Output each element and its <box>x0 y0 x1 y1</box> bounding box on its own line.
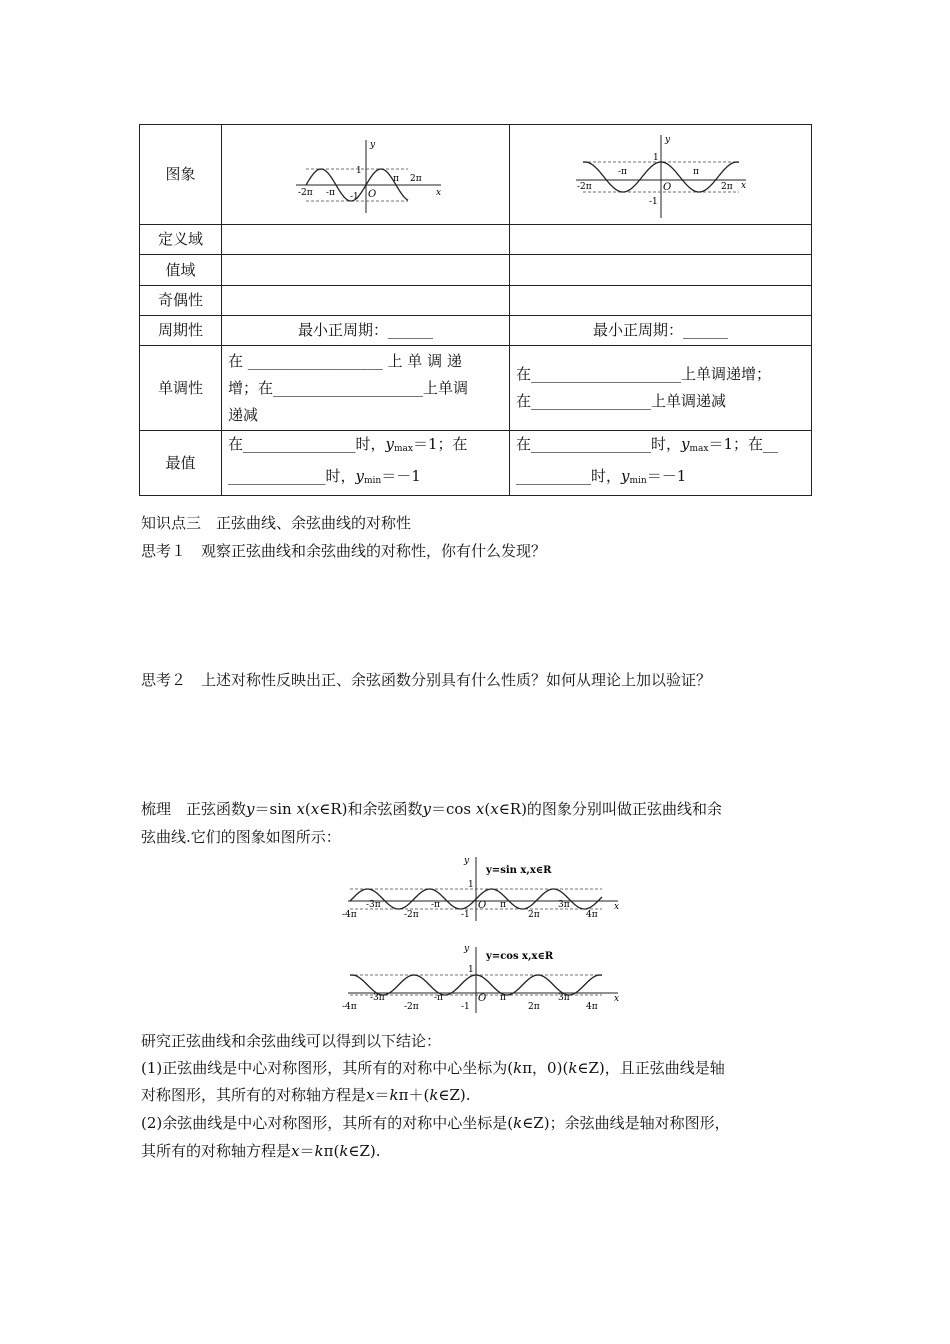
tick-3pi: 3π <box>558 900 570 910</box>
cos-mono-line-2: 在________________上单调递减 <box>516 392 727 410</box>
cos-min-line: __________时，$y_{min}=-1$ <box>516 467 687 486</box>
label-period: 周期性 <box>140 316 222 346</box>
conclusion-intro: 研究正弦曲线和余弦曲线可以得到以下结论： <box>141 1032 442 1050</box>
row-domain <box>140 225 812 255</box>
one-label: 1 <box>355 165 362 176</box>
row-monotonic <box>140 346 812 431</box>
tick-pi: π <box>692 166 699 177</box>
neg-one-label: -1 <box>461 1002 470 1012</box>
tick-neg-3pi: -3π <box>370 993 385 1003</box>
sin-mono-line-2: 增；在____________________上单调 <box>228 378 469 397</box>
x-label: x <box>435 187 441 198</box>
sin-cos-figures <box>336 851 626 1020</box>
label-parity: 奇偶性 <box>140 286 222 316</box>
one-label: 1 <box>468 965 474 975</box>
tick-neg-pi: -π <box>434 993 443 1003</box>
row-extremum <box>140 431 812 496</box>
figure-curves <box>336 851 626 1016</box>
one-label: 1 <box>468 880 474 890</box>
label-range: 值域 <box>140 255 222 286</box>
sin-min-line: _____________时，$y_{min}=-1$ <box>228 467 421 486</box>
x-label: x <box>740 180 746 191</box>
properties-table <box>139 124 812 496</box>
cos-range-blank <box>510 255 812 286</box>
cos-monotonic <box>510 346 812 431</box>
tick-4pi: 4π <box>586 910 598 920</box>
tick-4pi: 4π <box>586 1002 598 1012</box>
sin-graph <box>286 135 446 215</box>
neg-one-label: -1 <box>648 196 658 207</box>
tick-2pi: 2π <box>409 173 422 184</box>
label-extremum: 最值 <box>140 431 222 496</box>
label-monotonic: 单调性 <box>140 346 222 431</box>
x-label: x <box>614 902 620 912</box>
cos-domain-blank <box>510 225 812 255</box>
tick-neg-2pi: -2π <box>576 181 592 192</box>
y-label: y <box>464 944 470 954</box>
cos-max-line: 在________________时，$y_{max}=1$；在__ <box>516 435 779 454</box>
question-2: 思考２ 上述对称性反映出正、余弦函数分别具有什么性质？如何从理论上加以验证？ <box>141 671 712 689</box>
conclusion-2-line-1: (2)余弦曲线是中心对称图形，其所有的对称中心坐标是(k∈Z)；余弦曲线是轴对称图形， <box>141 1114 730 1132</box>
figure-sin <box>342 856 619 921</box>
tick-neg-3pi: -3π <box>366 900 381 910</box>
cos-extremum <box>510 431 812 496</box>
tick-pi: π <box>500 900 506 910</box>
sin-graph-cell <box>222 125 510 225</box>
tick-neg-pi: -π <box>325 187 335 198</box>
section-heading: 知识点三 正弦曲线、余弦曲线的对称性 <box>141 514 412 532</box>
cos-curve-label: y=cos x,x∈R <box>486 951 554 962</box>
one-label: 1 <box>652 152 659 163</box>
cos-mono-line-1: 在____________________上单调递增； <box>516 365 772 383</box>
tick-neg-2pi: -2π <box>297 187 313 198</box>
sin-mono-line-1: 在 __________________ 上 单 调 递 <box>228 351 462 370</box>
conclusion-2-line-2: 其所有的对称轴方程是x＝kπ(k∈Z). <box>141 1142 381 1160</box>
tick-neg-4pi: -4π <box>342 1002 357 1012</box>
label-domain: 定义域 <box>140 225 222 255</box>
question-1: 思考１ 观察正弦曲线和余弦曲线的对称性，你有什么发现？ <box>141 542 547 560</box>
origin-label: O <box>662 181 671 193</box>
row-range <box>140 255 812 286</box>
tick-2pi: 2π <box>720 181 733 192</box>
origin-label: O <box>478 993 487 1004</box>
x-label: x <box>614 994 620 1004</box>
tick-3pi: 3π <box>558 993 570 1003</box>
sin-curve-label: y=sin x,x∈R <box>486 865 552 876</box>
tick-neg-pi: -π <box>431 900 440 910</box>
cos-parity-blank <box>510 286 812 316</box>
sin-period: 最小正周期：______ <box>222 316 510 346</box>
sin-max-line: 在_______________时，$y_{max}=1$；在 <box>228 435 468 454</box>
row-graph <box>140 125 812 225</box>
cos-graph <box>571 130 751 220</box>
cos-period: 最小正周期：______ <box>510 316 812 346</box>
sin-range-blank <box>222 255 510 286</box>
tick-pi: π <box>500 993 506 1003</box>
origin-label: O <box>478 900 487 911</box>
tick-2pi: 2π <box>528 910 540 920</box>
label-graph: 图象 <box>140 125 222 225</box>
sin-mono-line-3: 递减 <box>228 405 259 424</box>
tick-pi: π <box>392 173 399 184</box>
row-period <box>140 316 812 346</box>
tick-neg-pi: -π <box>617 166 627 177</box>
tick-neg-2pi: -2π <box>404 910 419 920</box>
tick-neg-2pi: -2π <box>404 1002 419 1012</box>
conclusion-1-line-1: (1)正弦曲线是中心对称图形，其所有的对称中心坐标为(kπ，0)(k∈Z)，且正弦曲线是轴 <box>141 1059 725 1077</box>
sin-extremum <box>222 431 510 496</box>
y-label: y <box>464 856 470 866</box>
y-label: y <box>664 134 670 145</box>
summary-line-1: 梳理 正弦函数y＝sin x(x∈R)和余弦函数y＝cos x(x∈R)的图象分别叫做正弦曲线和余 <box>141 800 722 818</box>
neg-one-label: -1 <box>461 910 470 920</box>
figure-cos <box>342 944 619 1013</box>
tick-2pi: 2π <box>528 1002 540 1012</box>
origin-label: O <box>367 188 376 200</box>
tick-neg-4pi: -4π <box>342 910 357 920</box>
sin-monotonic <box>222 346 510 431</box>
conclusion-1-line-2: 对称图形，其所有的对称轴方程是x＝kπ＋(k∈Z). <box>141 1086 471 1104</box>
summary-line-2: 弦曲线.它们的图象如图所示： <box>141 828 341 846</box>
cos-graph-cell <box>510 125 812 225</box>
sin-parity-blank <box>222 286 510 316</box>
y-label: y <box>369 139 375 150</box>
neg-one-label: -1 <box>349 191 359 202</box>
sin-domain-blank <box>222 225 510 255</box>
row-parity <box>140 286 812 316</box>
